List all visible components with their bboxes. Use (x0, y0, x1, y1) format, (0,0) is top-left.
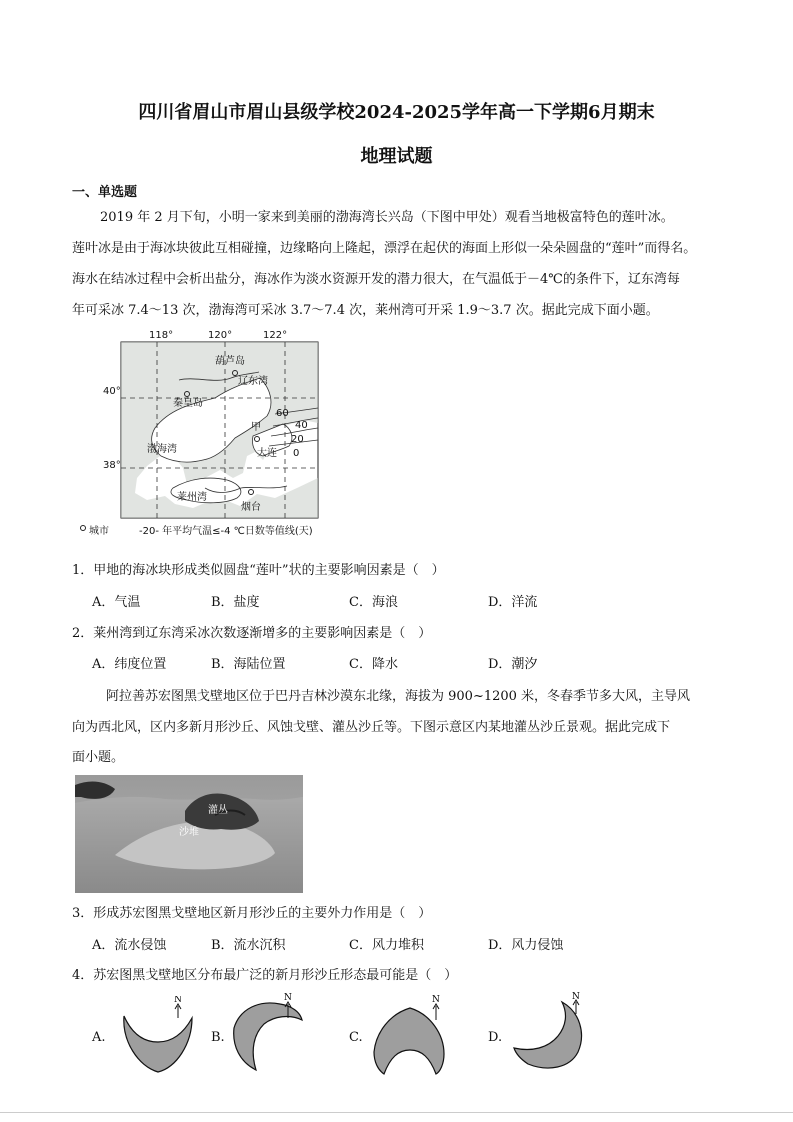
option-c[interactable]: C．风力堆积 (349, 938, 424, 953)
photo-label-sand: 沙堆 (179, 827, 199, 838)
place-label: 秦皇岛 (173, 398, 203, 409)
option-b[interactable]: B．流水沉积 (211, 938, 286, 953)
passage1-line: 年可采冰 7.4～13 次，渤海湾可采冰 3.7～7.4 次，莱州湾可开采 1.9～3.7 次。据此完成下面小题。 (72, 303, 659, 318)
option-a[interactable]: A. (92, 1030, 106, 1045)
question-stem: 2．莱州湾到辽东湾采冰次数逐渐增多的主要影响因素是（ ） (72, 626, 432, 641)
page-title: 四川省眉山市眉山县级学校2024-2025学年高一下学期6月期末 (138, 102, 655, 123)
north-label: N (174, 996, 182, 1005)
lat-label: 40° (103, 386, 121, 397)
option-b[interactable]: B．盐度 (211, 595, 260, 610)
bohai-map-figure (75, 328, 375, 540)
question-stem: 1．甲地的海冰块形成类似圆盘“莲叶”状的主要影响因素是（ ） (72, 563, 445, 578)
isoline-label: 0 (293, 448, 300, 459)
option-d[interactable]: D. (488, 1030, 503, 1045)
place-label: 烟台 (241, 502, 261, 513)
place-label: 葫芦岛 (215, 356, 245, 367)
question-stem: 3．形成苏宏图黑戈壁地区新月形沙丘的主要外力作用是（ ） (72, 906, 432, 921)
lon-label: 118° (149, 330, 174, 341)
place-label: 莱州湾 (177, 492, 207, 503)
option-a[interactable]: A．纬度位置 (92, 657, 167, 672)
north-label: N (284, 993, 292, 1003)
lat-label: 38° (103, 460, 121, 471)
isoline-label: 20 (291, 434, 304, 445)
option-b[interactable]: B．海陆位置 (211, 657, 286, 672)
dune-shape-b[interactable] (230, 992, 310, 1076)
option-b[interactable]: B. (211, 1030, 225, 1045)
question-stem: 4．苏宏图黑戈壁地区分布最广泛的新月形沙丘形态最可能是（ ） (72, 968, 458, 983)
legend-isoline-label: -20- 年平均气温≤-4 ℃日数等值线(天) (139, 526, 313, 537)
isoline-label: 60 (276, 408, 289, 419)
dune-shape-d[interactable] (508, 992, 592, 1076)
page-bottom-rule (0, 1112, 793, 1113)
shrub-dune-photo (75, 775, 303, 893)
passage2-line: 面小题。 (72, 750, 125, 765)
lon-label: 122° (263, 330, 288, 341)
legend-city-label: 城市 (89, 526, 109, 537)
lon-label: 120° (208, 330, 233, 341)
passage2-line: 阿拉善苏宏图黑戈壁地区位于巴丹吉林沙漠东北缘，海拔为 900~1200 米，冬春季节多大风，主导风 (106, 689, 691, 704)
passage2-line: 向为西北风，区内多新月形沙丘、风蚀戈壁、灌丛沙丘等。下图示意区内某地灌丛沙丘景观。据此完成下 (72, 720, 671, 735)
page-subtitle: 地理试题 (360, 146, 433, 167)
option-a[interactable]: A．流水侵蚀 (92, 938, 167, 953)
isoline-label: 40 (295, 420, 308, 431)
dune-shape-a[interactable] (118, 996, 198, 1080)
option-c[interactable]: C. (349, 1030, 363, 1045)
passage1-line: 2019 年 2 月下旬，小明一家来到美丽的渤海湾长兴岛（下图中甲处）观看当地极富特色的莲叶冰。 (100, 210, 674, 225)
option-c[interactable]: C．降水 (349, 657, 398, 672)
option-c[interactable]: C．海浪 (349, 595, 398, 610)
north-label: N (432, 995, 440, 1005)
place-label: 大连 (257, 448, 277, 459)
place-label: 甲 (251, 422, 261, 433)
legend-city-symbol (81, 526, 86, 531)
photo-label-shrub: 灌丛 (208, 805, 228, 816)
option-a[interactable]: A．气温 (92, 595, 141, 610)
place-label: 辽东湾 (238, 376, 268, 387)
place-label: 渤海湾 (147, 444, 177, 455)
passage1-line: 莲叶冰是由于海冰块彼此互相碰撞，边缘略向上隆起，漂浮在起伏的海面上形似一朵朵圆盘的“莲叶”而得名。 (72, 241, 697, 256)
passage1-line: 海水在结冰过程中会析出盐分，海冰作为淡水资源开发的潜力很大，在气温低于－4℃的条件下，辽东湾每 (72, 272, 680, 287)
section-heading: 一、单选题 (72, 185, 138, 200)
north-label: N (572, 992, 580, 1002)
dune-shape-c[interactable] (368, 994, 452, 1078)
option-d[interactable]: D．洋流 (488, 595, 538, 610)
option-d[interactable]: D．风力侵蚀 (488, 938, 564, 953)
option-d[interactable]: D．潮汐 (488, 657, 538, 672)
